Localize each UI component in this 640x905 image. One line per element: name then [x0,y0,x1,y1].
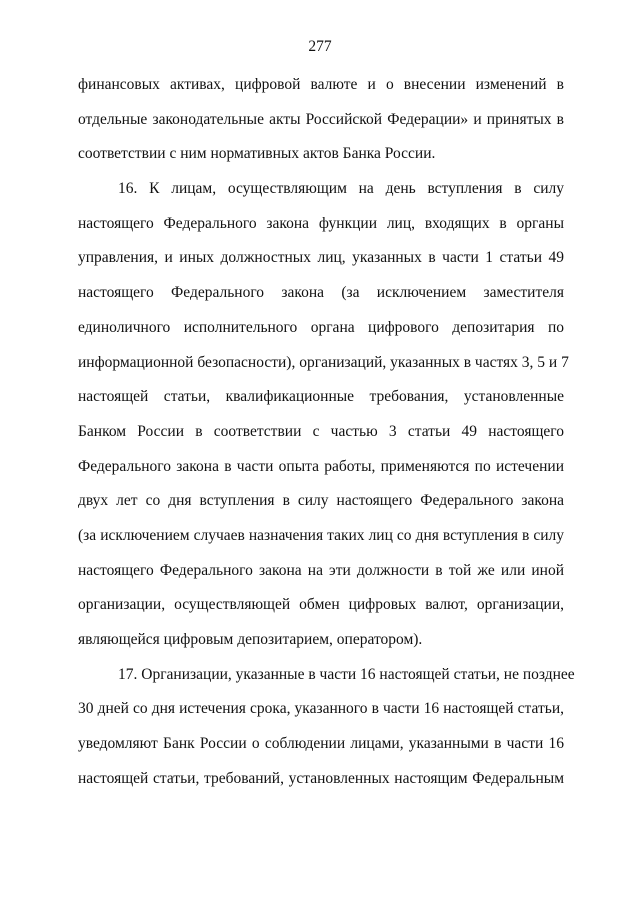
text-line: 16. К лицам, осуществляющим на день вступления в силу [118,180,564,198]
text-line: Федерального закона в части опыта работы, применяются по истечении [78,457,564,475]
text-line: 30 дней со дня истечения срока, указанного в части 16 настоящей статьи, [78,700,564,718]
paragraph-17 [78,658,575,797]
text-line: управления, и иных должностных лиц, указанных в части 1 статьи 49 [78,249,564,267]
page-number: 277 [308,38,332,55]
text-line: отдельные законодательные акты Российской Федерации» и принятых в [78,110,564,128]
text-line: являющейся цифровым депозитарием, оператором). [78,631,423,648]
text-line: настоящей статьи, квалификационные требования, установленные [78,388,564,406]
text-line: информационной безопасности), организаций, указанных в частях 3, 5 и 7 [78,353,569,371]
text-line: настоящего Федерального закона на эти должности в той же или иной [78,561,564,579]
text-line: финансовых активах, цифровой валюте и о внесении изменений в [78,76,564,93]
text-line: единоличного исполнительного органа цифрового депозитария по [78,318,564,336]
paragraph-16 [78,172,569,658]
text-line: уведомляют Банк России о соблюдении лицами, указанными в части 16 [78,735,564,753]
document-body [78,68,575,796]
text-line: настоящей статьи, требований, установленных настоящим Федеральным [78,769,564,787]
text-line: (за исключением случаев назначения таких лиц со дня вступления в силу [78,526,564,544]
text-line: 17. Организации, указанные в части 16 настоящей статьи, не позднее [118,665,575,683]
text-line: настоящего Федерального закона (за исключением заместителя [78,284,564,302]
text-line: организации, осуществляющей обмен цифровых валют, организации, [78,596,564,614]
text-line: Банком России в соответствии с частью 3 статьи 49 настоящего [78,422,564,440]
text-line: двух лет со дня вступления в силу настоящего Федерального закона [78,492,564,510]
paragraph-continuation [78,68,564,172]
text-line: настоящего Федерального закона функции лиц, входящих в органы [78,214,564,232]
text-line: соответствии с ним нормативных актов Банка России. [78,145,436,163]
